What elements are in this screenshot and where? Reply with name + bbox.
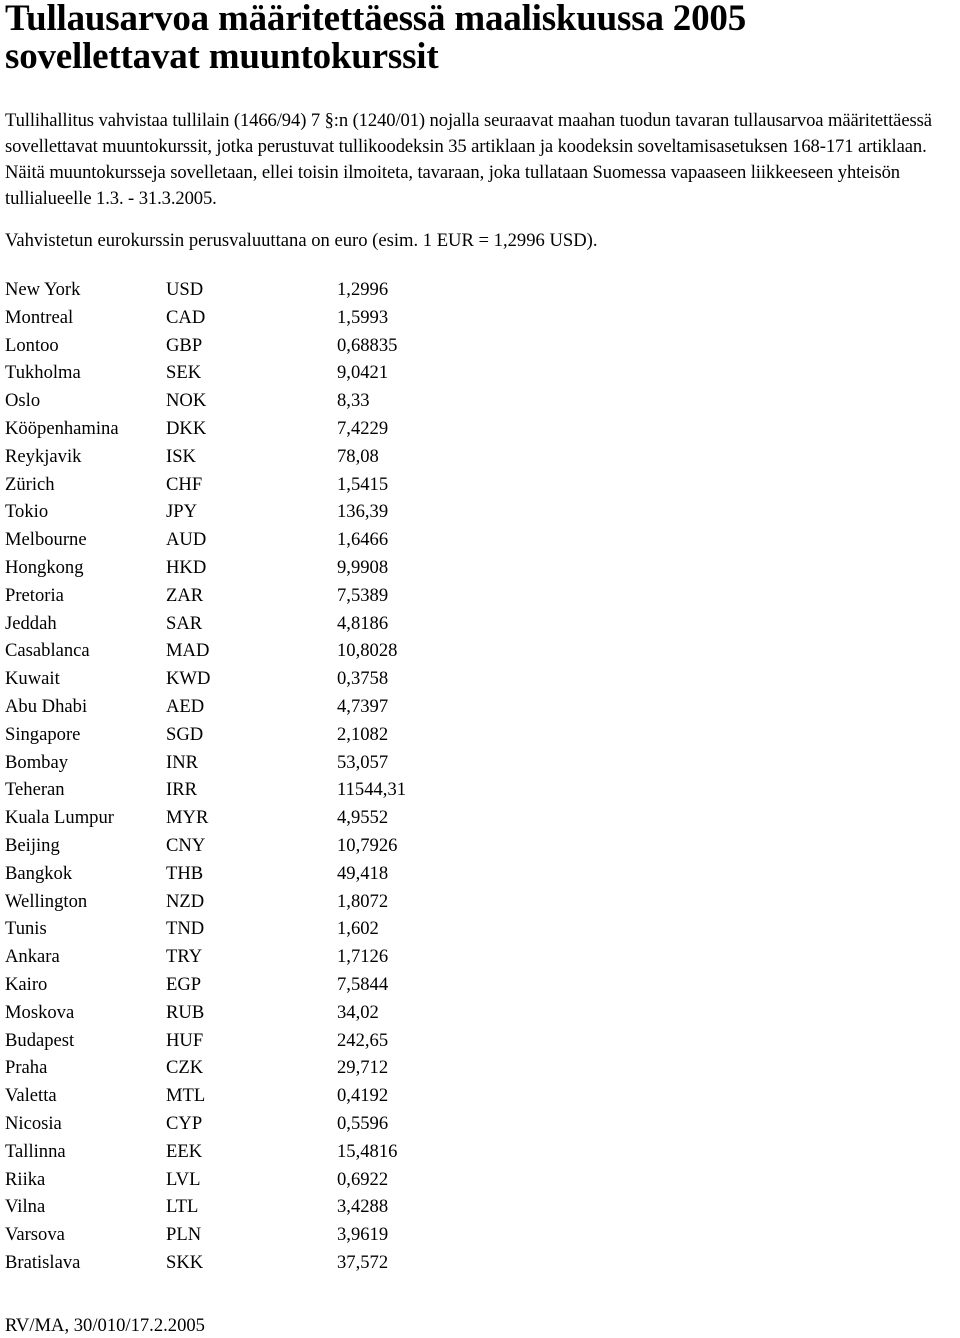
exchange-rate-value: 1,5993 (337, 306, 389, 328)
exchange-rate-value: 0,6922 (337, 1168, 389, 1190)
currency-code: THB (166, 862, 204, 884)
currency-code: MYR (166, 807, 209, 829)
city-name: New York (5, 279, 81, 300)
intro-paragraph: Tullihallitus vahvistaa tullilain (1466/94) 7 §:n (1240/01) nojalla seuraavat maahan tuodun tavaran tullausarvoa määritettäessä sovellettavat muuntokurssit, jotka perustuvat tullikoodeksin 35 artiklaan ja koodeksin soveltamisasetuksen 168-171 artiklaan. Näitä muuntokursseja sovelletaan, ellei toisin ilmoiteta, tavaraan, joka tullataan Suomessa vapaaseen liikkeeseen yhteisön tullialueelle 1.3. - 31.3.2005. (5, 110, 932, 209)
rate-row (5, 415, 537, 443)
rate-row (5, 1221, 537, 1249)
exchange-rate-value: 37,572 (337, 1251, 389, 1273)
currency-code: INR (166, 751, 199, 773)
rate-row (5, 471, 537, 499)
exchange-rate-value: 4,8186 (337, 612, 389, 634)
currency-code: SKK (166, 1251, 204, 1273)
exchange-rate-value: 3,4288 (337, 1196, 389, 1218)
exchange-rate-value: 1,6466 (337, 529, 389, 551)
city-name: Lontoo (5, 334, 59, 356)
city-name: Nicosia (5, 1112, 62, 1134)
city-name: Ankara (5, 946, 60, 968)
city-name: Vilna (5, 1196, 46, 1218)
city-name: Singapore (5, 723, 81, 745)
exchange-rate-value: 10,8028 (337, 640, 398, 662)
rate-row (5, 359, 537, 387)
city-name: Oslo (5, 390, 41, 412)
rate-row (5, 1249, 537, 1277)
rate-row (5, 387, 537, 415)
rate-row (5, 332, 537, 360)
city-name: Tallinna (5, 1140, 66, 1162)
city-name: Budapest (5, 1029, 75, 1051)
exchange-rate-value: 0,4192 (337, 1085, 389, 1107)
rate-row (5, 1138, 537, 1166)
exchange-rate-value: 78,08 (337, 445, 379, 467)
rate-row (5, 1110, 537, 1138)
currency-code: LTL (166, 1196, 199, 1218)
city-name: Bombay (5, 751, 69, 773)
exchange-rate-value: 1,2996 (337, 279, 389, 300)
exchange-rate-value: 1,602 (337, 918, 379, 940)
currency-code: CZK (166, 1057, 204, 1079)
rate-row (5, 915, 537, 943)
currency-code: DKK (166, 417, 207, 439)
currency-code: EEK (166, 1140, 203, 1162)
rate-row (5, 804, 537, 832)
rate-row (5, 693, 537, 721)
exchange-rate-value: 0,5596 (337, 1112, 389, 1134)
currency-code: CNY (166, 834, 206, 856)
rate-row (5, 832, 537, 860)
rate-row (5, 943, 537, 971)
exchange-rate-value: 4,9552 (337, 807, 389, 829)
currency-code: TND (166, 918, 205, 940)
exchange-rate-value: 7,5389 (337, 584, 389, 606)
exchange-rate-value: 1,7126 (337, 946, 389, 968)
exchange-rate-value: 2,1082 (337, 723, 389, 745)
rate-row (5, 276, 537, 304)
currency-code: MTL (166, 1085, 206, 1107)
exchange-rate-value: 3,9619 (337, 1224, 389, 1246)
currency-code: EGP (166, 973, 202, 995)
city-name: Tukholma (5, 362, 81, 384)
city-name: Abu Dhabi (5, 695, 88, 717)
rate-row (5, 776, 537, 804)
rate-row (5, 665, 537, 693)
exchange-rate-value: 7,5844 (337, 973, 389, 995)
exchange-rate-value: 15,4816 (337, 1140, 398, 1162)
rate-row (5, 1082, 537, 1110)
exchange-rate-table-body (5, 276, 537, 1277)
exchange-rate-value: 53,057 (337, 751, 389, 773)
exchange-rate-table (5, 276, 537, 1277)
currency-code: CAD (166, 306, 206, 328)
exchange-rate-value: 9,9908 (337, 556, 389, 578)
rate-row (5, 498, 537, 526)
currency-code: PLN (166, 1224, 202, 1246)
rate-row (5, 860, 537, 888)
exchange-rate-value: 0,68835 (337, 334, 398, 356)
currency-code: SEK (166, 362, 202, 384)
rate-row (5, 554, 537, 582)
city-name: Kairo (5, 973, 48, 995)
rate-row (5, 637, 537, 665)
city-name: Kööpenhamina (5, 417, 119, 439)
city-name: Reykjavik (5, 445, 82, 467)
rate-row (5, 888, 537, 916)
currency-code: SAR (166, 612, 203, 634)
exchange-rate-value: 29,712 (337, 1057, 389, 1079)
city-name: Pretoria (5, 584, 64, 606)
city-name: Zürich (5, 473, 55, 495)
currency-code: ZAR (166, 584, 204, 606)
exchange-rate-value: 7,4229 (337, 417, 389, 439)
city-name: Valetta (5, 1085, 57, 1107)
currency-code: CYP (166, 1112, 203, 1134)
exchange-rate-value: 8,33 (337, 390, 370, 412)
currency-code: HKD (166, 556, 207, 578)
currency-code: AED (166, 695, 205, 717)
exchange-rate-value: 9,0421 (337, 362, 389, 384)
title-line-2: sovellettavat muuntokurssit (5, 36, 439, 77)
exchange-rate-value: 34,02 (337, 1001, 379, 1023)
city-name: Kuala Lumpur (5, 807, 114, 829)
exchange-rate-value: 136,39 (337, 501, 389, 523)
currency-code: AUD (166, 529, 207, 551)
city-name: Riika (5, 1168, 46, 1190)
currency-code: JPY (166, 501, 198, 523)
city-name: Bangkok (5, 862, 73, 884)
currency-code: MAD (166, 640, 210, 662)
rate-row (5, 304, 537, 332)
exchange-rate-value: 0,3758 (337, 668, 389, 690)
currency-code: NZD (166, 890, 205, 912)
currency-code: NOK (166, 390, 207, 412)
city-name: Jeddah (5, 612, 57, 634)
currency-code: HUF (166, 1029, 204, 1051)
city-name: Bratislava (5, 1251, 81, 1273)
exchange-rate-value: 10,7926 (337, 834, 398, 856)
currency-code: ISK (166, 445, 196, 467)
currency-code: IRR (166, 779, 197, 801)
city-name: Tunis (5, 918, 47, 940)
rate-row (5, 526, 537, 554)
city-name: Moskova (5, 1001, 75, 1023)
city-name: Tokio (5, 501, 49, 523)
currency-code: KWD (166, 668, 211, 690)
rate-row (5, 582, 537, 610)
city-name: Wellington (5, 890, 88, 912)
city-name: Montreal (5, 306, 74, 328)
currency-code: USD (166, 279, 204, 300)
exchange-rate-value: 4,7397 (337, 695, 389, 717)
currency-code: SGD (166, 723, 204, 745)
rate-row (5, 721, 537, 749)
rate-row (5, 1027, 537, 1055)
currency-code: RUB (166, 1001, 205, 1023)
rate-row (5, 971, 537, 999)
rate-row (5, 1166, 537, 1194)
city-name: Hongkong (5, 556, 84, 578)
base-currency-note: Vahvistetun eurokurssin perusvaluuttana on euro (esim. 1 EUR = 1,2996 USD). (5, 230, 598, 251)
city-name: Beijing (5, 834, 60, 856)
exchange-rate-value: 49,418 (337, 862, 389, 884)
footer-reference: RV/MA, 30/010/17.2.2005 (5, 1315, 205, 1336)
currency-code: GBP (166, 334, 203, 356)
rate-row (5, 610, 537, 638)
rate-row (5, 1054, 537, 1082)
city-name: Melbourne (5, 529, 87, 551)
currency-code: TRY (166, 946, 203, 968)
city-name: Praha (5, 1057, 48, 1079)
title-line-1: Tullausarvoa määritettäessä maaliskuussa 2005 (5, 0, 747, 39)
exchange-rate-value: 1,5415 (337, 473, 389, 495)
city-name: Varsova (5, 1224, 65, 1246)
rate-row (5, 1193, 537, 1221)
document-page (5, 0, 955, 1277)
exchange-rate-value: 11544,31 (337, 779, 407, 801)
currency-code: LVL (166, 1168, 201, 1190)
rate-row (5, 443, 537, 471)
page-title (5, 0, 955, 76)
city-name: Casablanca (5, 640, 90, 662)
exchange-rate-value: 1,8072 (337, 890, 389, 912)
exchange-rate-value: 242,65 (337, 1029, 389, 1051)
city-name: Teheran (5, 779, 65, 801)
rate-row (5, 749, 537, 777)
rate-row (5, 999, 537, 1027)
city-name: Kuwait (5, 668, 60, 690)
currency-code: CHF (166, 473, 203, 495)
